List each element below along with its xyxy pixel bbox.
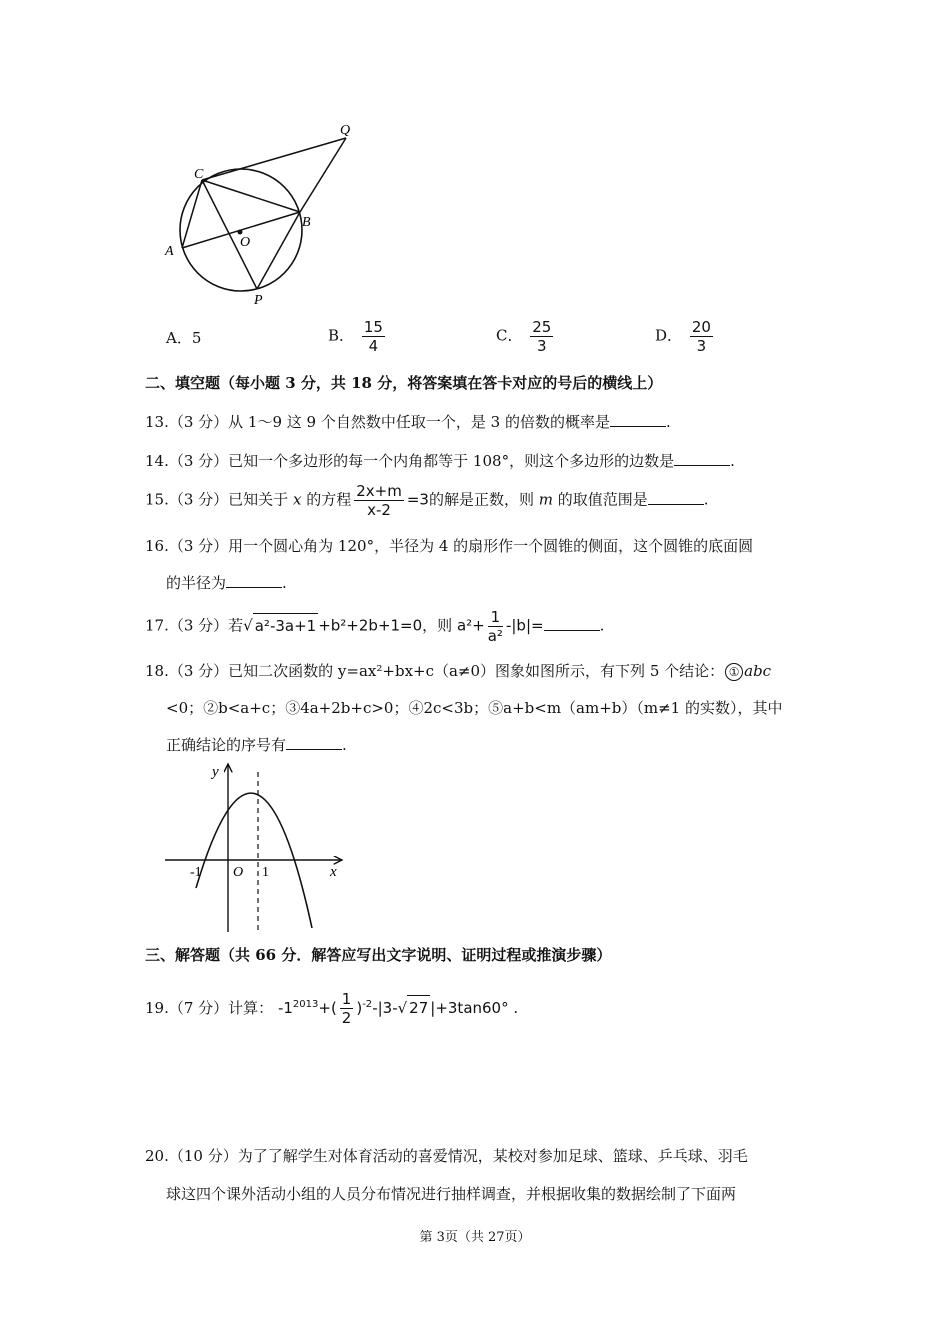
choice-a: A．5	[166, 329, 202, 347]
choice-c: C． $\frac{25}{3}$	[496, 318, 552, 355]
fraction-20-3: $\frac{20}{3}$	[691, 318, 711, 355]
section3-title: 三、解答题（共 66 分．解答应写出文字说明、证明过程或推演步骤）	[145, 946, 612, 964]
x-axis-label: x	[330, 864, 337, 880]
question-18-line3: 正确结论的序号有 .	[166, 736, 347, 754]
radical-expression: a²-3a+1	[253, 613, 318, 637]
question-13: 13.（3 分）从 1～9 这 9 个自然数中任取一个，是 3 的倍数的概率是 .	[145, 413, 671, 431]
tick-label-neg-one: -1	[190, 865, 202, 880]
answer-blank-13	[610, 412, 666, 427]
label-a: A	[165, 244, 174, 259]
fraction-2xm-x2: $\frac{2x+m}{x-2}$	[356, 482, 402, 519]
circle-geometry-figure	[150, 112, 370, 312]
question-19: 19.（7 分）计算： $-1^{2013}+$( $\frac{1}{2}$ )$^{-2}$-|3-√ 27 |+3tan60° .	[145, 990, 519, 1027]
fraction-1-a2: $\frac{1}{\text{a²}}$	[487, 608, 503, 645]
question-18-line1: 18.（3 分）已知二次函数的 y=ax²+bx+c（a≠0）图象如图所示，有下列 5 个结论： ① abc	[145, 662, 772, 680]
question-17: 17.（3 分）若√ a²-3a+1 +b²+2b+1=0，则 a²+ $\frac{1}{\text{a²}}$ -|b|= .	[145, 608, 605, 645]
segment-ca	[182, 180, 202, 248]
question-14: 14.（3 分）已知一个多边形的每一个内角都等于 108°，则这个多边形的边数是 .	[145, 452, 735, 470]
label-o: O	[240, 235, 251, 250]
choice-b: B． $\frac{15}{4}$	[328, 318, 383, 355]
question-15: 15.（3 分）已知关于 x 的方程 $\frac{2x+m}{x-2}$ =3的解是正数，则 m 的取值范围是 .	[145, 482, 709, 519]
question-20-line1: 20.（10 分）为了了解学生对体育活动的喜爱情况，某校对参加足球、篮球、乒乓球、羽毛	[145, 1147, 748, 1165]
label-b: B	[302, 215, 311, 230]
answer-blank-18	[286, 735, 342, 750]
center-point-o	[238, 230, 243, 235]
section2-title: 二、填空题（每小题 3 分，共 18 分，将答案填在答卡对应的号后的横线上）	[145, 374, 663, 392]
parabola-graph	[160, 760, 360, 935]
segment-cb	[202, 180, 300, 212]
label-c: C	[194, 167, 204, 182]
question-16-line2: 的半径为 .	[166, 574, 287, 592]
question-20-line2: 球这四个课外活动小组的人员分布情况进行抽样调查，并根据收集的数据绘制了下面两	[166, 1185, 737, 1203]
answer-blank-15	[648, 490, 704, 505]
answer-blank-14	[674, 451, 730, 466]
label-p: P	[254, 293, 263, 308]
label-q: Q	[340, 123, 351, 138]
page-footer: 第 3页（共 27页）	[419, 1230, 531, 1245]
fraction-15-4: $\frac{15}{4}$	[363, 318, 383, 355]
tick-label-one: 1	[262, 865, 269, 880]
y-axis-label: y	[212, 764, 219, 780]
question-16-line1: 16.（3 分）用一个圆心角为 120°，半径为 4 的扇形作一个圆锥的侧面，这个圆锥的底面圆	[145, 537, 754, 555]
choice-d: D． $\frac{20}{3}$	[655, 318, 711, 355]
answer-blank-16	[226, 573, 282, 588]
origin-label: O	[233, 865, 244, 880]
expression-19: $-1^{2013}+$( $\frac{1}{2}$ )$^{-2}$-|3-√ 27 |+3tan60°	[277, 990, 509, 1027]
fraction-25-3: $\frac{25}{3}$	[532, 318, 552, 355]
answer-blank-17	[544, 616, 600, 631]
question-18-line2: <0；②b<a+c；③4a+2b+c>0；④2c<3b；⑤a+b<m（am+b）（m≠1 的实数），其中	[166, 699, 783, 717]
